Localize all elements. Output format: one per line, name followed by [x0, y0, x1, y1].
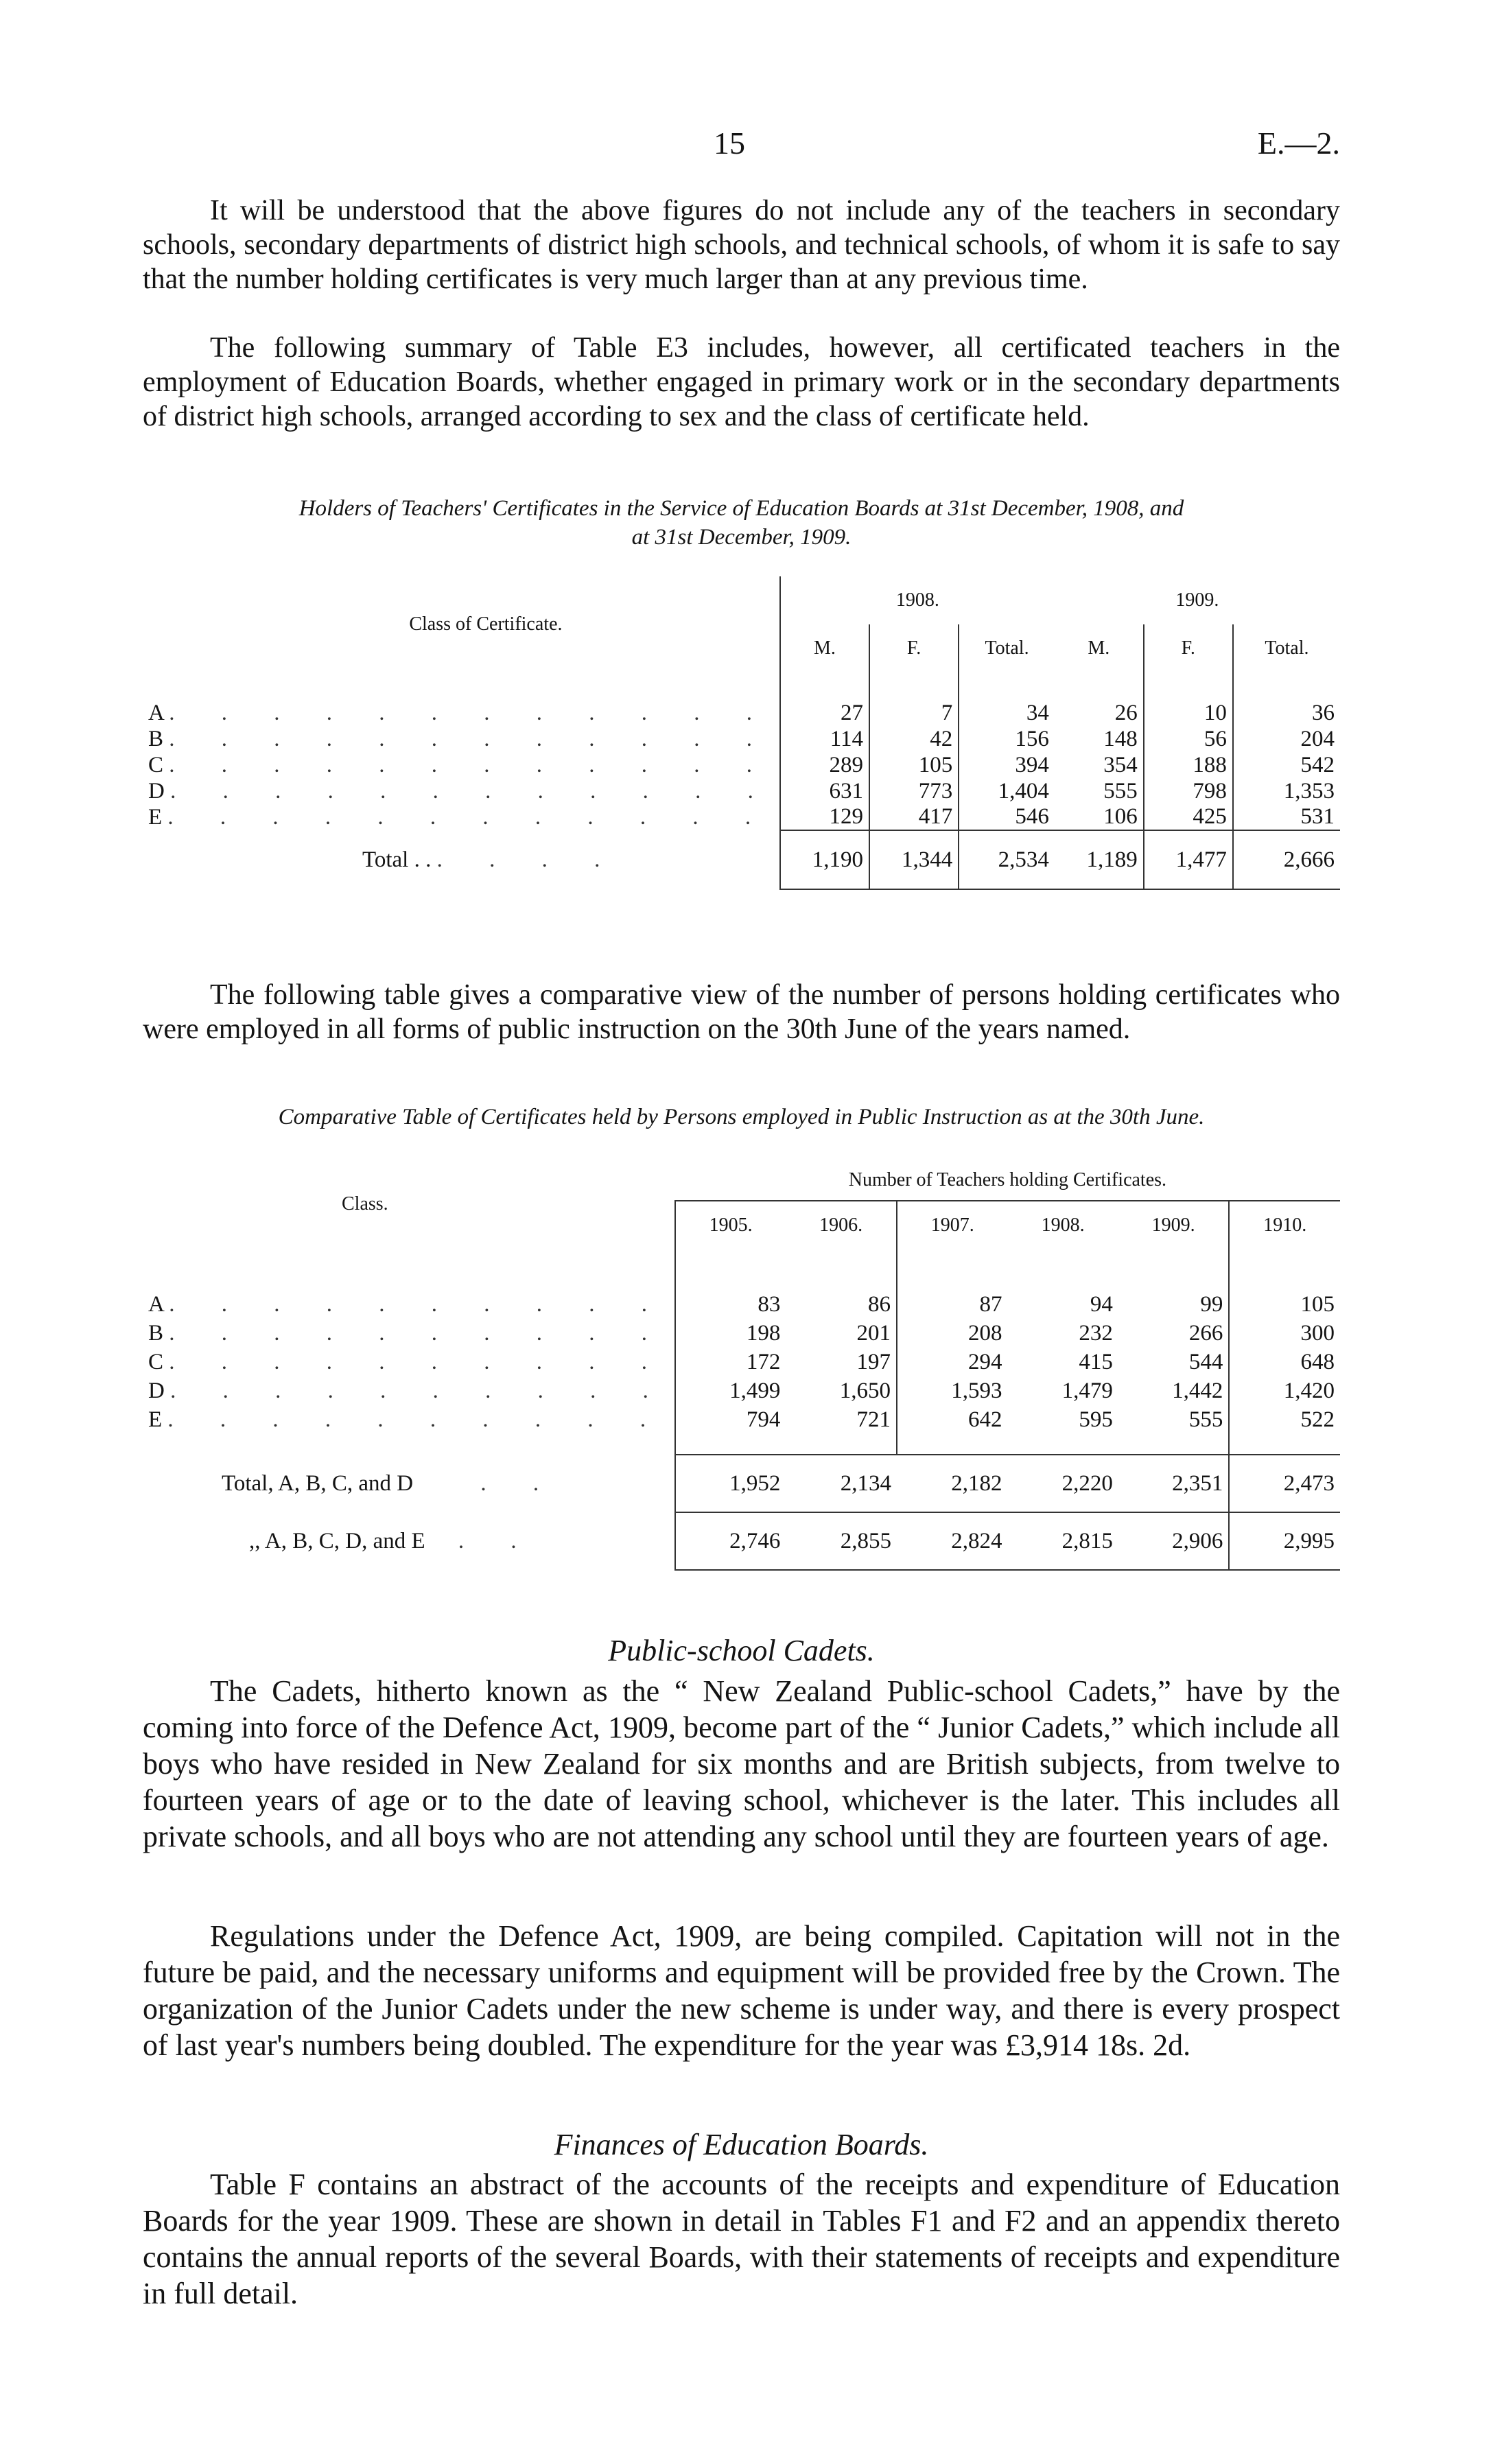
cell: 188	[1144, 752, 1233, 778]
cell: 105	[1229, 1290, 1340, 1319]
leader-dots: . . . . . . . . . .	[167, 1407, 667, 1432]
table2-caption: Comparative Table of Certificates held by Persons employed in Public Instruction as at the 30th June.	[278, 1105, 1205, 1129]
leader-dots: . . . . . . . . . .	[169, 1291, 668, 1317]
cell: 1,404	[959, 778, 1055, 804]
cell: 56	[1144, 726, 1233, 752]
cadets-paragraph-2: Regulations under the Defence Act, 1909, are being compiled. Capitation will not in the future be paid, and the necessary uniforms and equipment will be provided free by the Crown. The organization of the Junior Cadets under the new scheme is under way, and there is every prospect of last year's numbers being doubled. The expenditure for the year was £3,914 18s. 2d.	[143, 1919, 1340, 2062]
total-cell: 2,906	[1118, 1512, 1230, 1570]
cell: 531	[1233, 804, 1340, 830]
cell: 394	[959, 752, 1055, 778]
table-row	[143, 804, 1340, 830]
leader-dots: . .	[480, 1470, 560, 1496]
cell: 201	[856, 1320, 891, 1346]
table-row	[143, 1290, 1340, 1319]
row-class-label: C	[148, 752, 164, 777]
cell: 1,479	[1061, 1378, 1113, 1403]
total-cell: 2,182	[897, 1455, 1008, 1512]
class-header: Class.	[342, 1193, 388, 1215]
class-of-certificate-header: Class of Certificate.	[409, 613, 563, 635]
cell: 544	[1188, 1349, 1223, 1374]
cell: 114	[780, 726, 869, 752]
year-1909-header: 1909.	[1175, 589, 1219, 611]
row-class-label: E	[148, 804, 163, 830]
certificates-table-1908-1909	[143, 576, 1340, 890]
row-class-label: B	[148, 726, 164, 751]
cell: 555	[1188, 1407, 1223, 1432]
leader-dots: . . . . . . . . . .	[170, 1378, 669, 1403]
cell: 232	[1079, 1320, 1113, 1346]
row-class-label: A	[148, 700, 164, 725]
cell: 106	[1103, 804, 1138, 829]
cell: 425	[1144, 804, 1233, 830]
row-class-label: B	[148, 1320, 164, 1346]
leader-dots: . . . . . . . . . . . .	[167, 804, 772, 830]
cell: 204	[1233, 726, 1340, 752]
cell: 721	[856, 1407, 891, 1432]
leader-dots: . . . . . . . . . .	[169, 1349, 668, 1374]
total-row	[143, 1455, 1340, 1512]
row-class-label: E	[148, 1407, 163, 1432]
total-label-abcde: ,, A, B, C, D, and E	[249, 1528, 425, 1553]
page-number: 15	[714, 126, 745, 161]
cell: 87	[897, 1290, 1008, 1319]
year-header: 1908.	[1041, 1214, 1085, 1236]
cell: 354	[1103, 752, 1138, 777]
cell: 148	[1103, 726, 1138, 751]
cell: 42	[869, 726, 959, 752]
total-cell: 2,473	[1229, 1455, 1340, 1512]
col-f-1909: F.	[1144, 624, 1233, 672]
cell: 1,593	[897, 1376, 1008, 1405]
cell: 294	[897, 1348, 1008, 1376]
cell: 1,650	[839, 1378, 891, 1403]
cell: 208	[897, 1319, 1008, 1348]
total-cell: 2,534	[959, 830, 1055, 889]
cell: 648	[1229, 1348, 1340, 1376]
col-total-1909: Total.	[1233, 624, 1340, 672]
comparative-certificates-table	[143, 1160, 1340, 1571]
leader-dots: . . . .	[436, 847, 621, 872]
leader-dots: . . . . . . . . . .	[169, 1320, 668, 1346]
cell: 266	[1188, 1320, 1223, 1346]
total-cell: 2,995	[1229, 1512, 1340, 1570]
table-row	[143, 1405, 1340, 1434]
document-code: E.—2.	[1257, 126, 1340, 161]
total-label: Total . .	[362, 847, 432, 872]
total-cell: 2,815	[1007, 1512, 1118, 1570]
cell: 1,353	[1233, 778, 1340, 804]
cell: 26	[1114, 700, 1138, 725]
leader-dots: . . . . . . . . . . . .	[169, 752, 773, 777]
cell: 1,499	[675, 1376, 786, 1405]
summary-paragraph: The following summary of Table E3 includes, however, all certificated teachers in the employment of Education Boards, whether engaged in primary work or in the secondary departments of district high schools, arranged according to sex and the class of certificate held.	[143, 332, 1340, 432]
col-f-1908: F.	[869, 624, 959, 672]
cell: 7	[869, 700, 959, 726]
table-row	[143, 1376, 1340, 1405]
cell: 83	[675, 1290, 786, 1319]
cell: 27	[780, 700, 869, 726]
total-row	[143, 1512, 1340, 1570]
cell: 156	[959, 726, 1055, 752]
cell: 129	[780, 804, 869, 830]
teachers-group-header: Number of Teachers holding Certificates.	[675, 1160, 1340, 1201]
cell: 172	[675, 1348, 786, 1376]
cell: 546	[959, 804, 1055, 830]
cell: 555	[1103, 778, 1138, 803]
total-cell: 1,190	[780, 830, 869, 889]
table1-caption	[143, 494, 1340, 552]
total-cell: 2,666	[1233, 830, 1340, 889]
cell: 773	[869, 778, 959, 804]
cell: 10	[1144, 700, 1233, 726]
cell: 415	[1079, 1349, 1113, 1374]
cell: 300	[1229, 1319, 1340, 1348]
cell: 99	[1200, 1291, 1223, 1317]
cell: 794	[675, 1405, 786, 1434]
cell: 522	[1229, 1405, 1340, 1434]
cell: 198	[675, 1319, 786, 1348]
cell: 1,442	[1172, 1378, 1223, 1403]
table1-caption-line1: Holders of Teachers' Certificates in the Service of Education Boards at 31st December, 1908, and	[298, 496, 1184, 521]
table1-caption-line2: at 31st December, 1909.	[631, 525, 852, 550]
leader-dots: . .	[458, 1528, 537, 1553]
total-label-abcd: Total, A, B, C, and D	[222, 1470, 414, 1496]
comparative-paragraph: The following table gives a comparative view of the number of persons holding certificates who were employed in all forms of public instruction on the 30th June of the years named.	[143, 979, 1340, 1045]
total-cell: 2,746	[675, 1512, 786, 1570]
finances-paragraph: Table F contains an abstract of the accounts of the receipts and expenditure of Education Boards for the year 1909. These are shown in detail in Tables F1 and F2 and an appendix thereto contains the annual reports of the several Boards, with their statements of receipts and expenditure in full detail.	[143, 2168, 1340, 2310]
intro-paragraph: It will be understood that the above figures do not include any of the teachers in secondary schools, secondary departments of district high schools, and technical schools, of whom it is safe to say that the number holding certificates is very much larger than at any previous time.	[143, 195, 1340, 295]
total-cell: 2,220	[1007, 1455, 1118, 1512]
cadets-paragraph-1: The Cadets, hitherto known as the “ New Zealand Public-school Cadets,” have by the coming into force of the Defence Act, 1909, become part of the “ Junior Cadets,” which include all boys who have resided in New Zealand for six months and are British subjects, from twelve to fourteen years of age or to the date of leaving school, whichever is the later. This includes all private schools, and all boys who are not attending any school until they are fourteen years of age.	[143, 1674, 1340, 1853]
cell: 197	[856, 1349, 891, 1374]
table-row	[143, 778, 1340, 804]
total-cell: 2,824	[897, 1512, 1008, 1570]
year-header: 1909.	[1151, 1214, 1195, 1236]
table-row	[143, 700, 1340, 726]
total-cell: 2,134	[786, 1455, 897, 1512]
cell: 1,420	[1229, 1376, 1340, 1405]
year-1908-header: 1908.	[780, 576, 1055, 624]
table-row	[143, 1348, 1340, 1376]
leader-dots: . . . . . . . . . . . .	[170, 778, 774, 803]
cell: 86	[867, 1291, 891, 1317]
cell: 105	[869, 752, 959, 778]
total-cell: 1,477	[1144, 830, 1233, 889]
cell: 631	[780, 778, 869, 804]
col-m-1909: M.	[1088, 637, 1110, 659]
cadets-heading: Public-school Cadets.	[608, 1634, 875, 1667]
row-class-label: C	[148, 1349, 164, 1374]
total-cell: 1,189	[1055, 830, 1144, 889]
row-class-label: D	[148, 778, 165, 803]
total-cell: 2,351	[1118, 1455, 1230, 1512]
row-class-label: A	[148, 1291, 164, 1317]
col-total-1908: Total.	[959, 624, 1055, 672]
cell: 36	[1233, 700, 1340, 726]
cell: 289	[780, 752, 869, 778]
year-header: 1907.	[897, 1201, 1008, 1249]
cell: 798	[1144, 778, 1233, 804]
row-class-label: D	[148, 1378, 165, 1403]
finances-heading: Finances of Education Boards.	[554, 2128, 929, 2161]
year-header: 1906.	[819, 1214, 863, 1236]
cell: 34	[959, 700, 1055, 726]
total-cell: 2,855	[786, 1512, 897, 1570]
total-cell: 1,344	[869, 830, 959, 889]
cell: 417	[869, 804, 959, 830]
col-m-1908: M.	[780, 624, 869, 672]
cell: 542	[1233, 752, 1340, 778]
cell: 94	[1090, 1291, 1113, 1317]
year-header: 1905.	[675, 1201, 786, 1249]
year-header: 1910.	[1229, 1201, 1340, 1249]
total-cell: 1,952	[675, 1455, 786, 1512]
table-row	[143, 726, 1340, 752]
leader-dots: . . . . . . . . . . . .	[169, 700, 773, 725]
leader-dots: . . . . . . . . . . . .	[169, 726, 773, 751]
table-row	[143, 1319, 1340, 1348]
total-row	[143, 830, 1340, 889]
cell: 595	[1079, 1407, 1113, 1432]
table-row	[143, 752, 1340, 778]
cell: 642	[897, 1405, 1008, 1434]
